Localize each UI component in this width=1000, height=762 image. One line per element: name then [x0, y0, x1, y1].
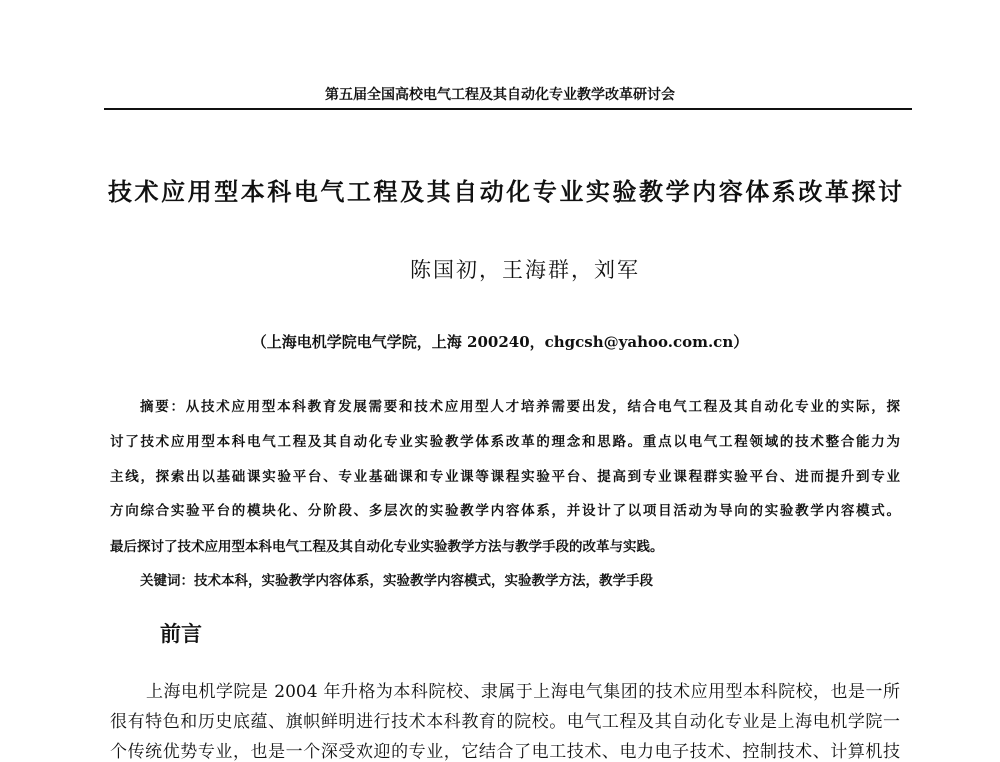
authors: 陈国初，王海群，刘军: [410, 258, 640, 282]
body-line: 很有特色和历史底蕴、旗帜鲜明进行技术本科教育的院校。电气工程及其自动化专业是上海电机学院一: [110, 712, 900, 732]
abstract-line: 方向综合实验平台的模块化、分阶段、多层次的实验教学内容体系，并设计了以项目活动为导向的实验教学内容模式。: [110, 503, 900, 519]
affiliation: （上海电机学院电气学院，上海 200240，chgcsh@yahoo.com.cn）: [251, 333, 749, 351]
abstract-line: 讨了技术应用型本科电气工程及其自动化专业实验教学体系改革的理念和思路。重点以电气工程领域的技术整合能力为: [110, 434, 900, 450]
abstract-line: 最后探讨了技术应用型本科电气工程及其自动化专业实验教学方法与教学手段的改革与实践。: [110, 539, 664, 555]
abstract-label: 摘要：: [140, 399, 186, 415]
abstract-line: [140, 395, 900, 415]
section-heading: 前言: [160, 622, 202, 646]
running-header: 第五届全国高校电气工程及其自动化专业教学改革研讨会: [325, 87, 675, 103]
keywords-label: 关键词：: [140, 573, 194, 589]
body-line: 个传统优势专业，也是一个深受欢迎的专业，它结合了电工技术、电力电子技术、控制技术、计算机技: [110, 742, 900, 762]
body-line: 上海电机学院是 2004 年升格为本科院校、隶属于上海电气集团的技术应用型本科院校，也是一所: [146, 682, 900, 702]
abstract-text: 从技术应用型本科教育发展需要和技术应用型人才培养需要出发，结合电气工程及其自动化专业的实际，探: [185, 399, 901, 415]
paper-title: 技术应用型本科电气工程及其自动化专业实验教学内容体系改革探讨: [108, 178, 902, 206]
abstract-line: 主线，探索出以基础课实验平台、专业基础课和专业课等课程实验平台、提高到专业课程群实验平台、进而提升到专业: [110, 469, 900, 485]
header-rule: [104, 108, 912, 110]
keywords-text: 技术本科，实验教学内容体系，实验教学内容模式，实验教学方法，教学手段: [194, 573, 653, 589]
keywords: [140, 569, 653, 589]
